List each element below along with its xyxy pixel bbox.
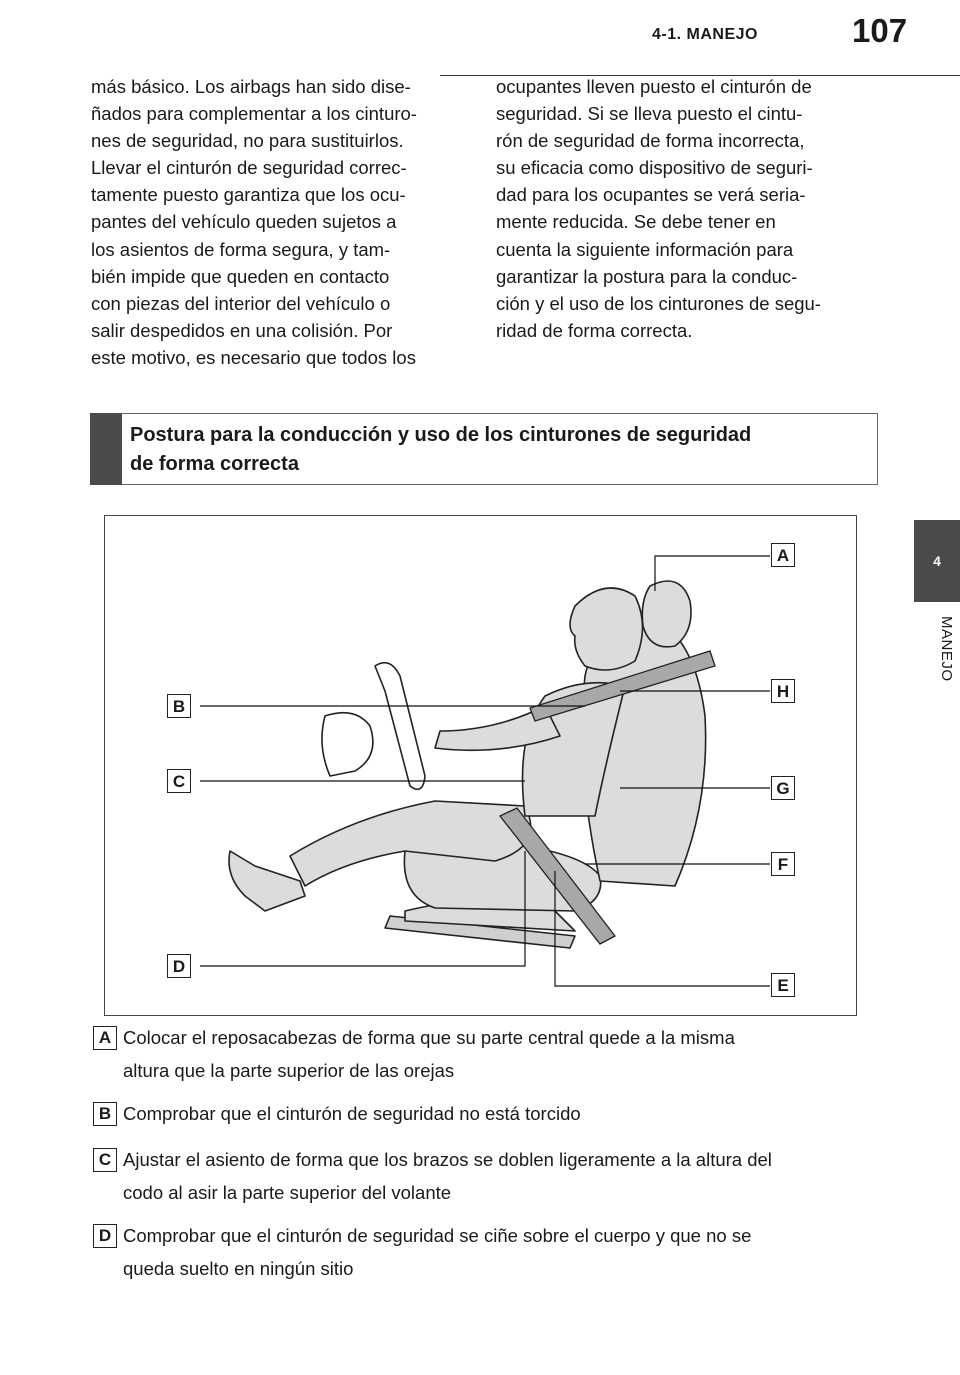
- callout-e: E: [771, 973, 795, 997]
- callout-a: A: [771, 543, 795, 567]
- list-line: Comprobar que el cinturón de seguridad se ciñe sobre el cuerpo y que no se: [123, 1225, 752, 1246]
- body-line: los asientos de forma segura, y tam-: [91, 238, 391, 260]
- list-line: queda suelto en ningún sitio: [123, 1258, 354, 1279]
- body-line: cuenta la siguiente información para: [496, 238, 794, 260]
- callout-g: G: [771, 776, 795, 800]
- steering-wheel: [375, 663, 425, 790]
- body-line: bién impide que queden en contacto: [91, 265, 390, 287]
- body-line: seguridad. Si se lleva puesto el cintu-: [496, 103, 803, 125]
- section-heading-bar: [90, 413, 122, 485]
- list-letter: A: [93, 1026, 117, 1050]
- head: [570, 588, 643, 670]
- body-line: ñados para complementar a los cinturo-: [91, 103, 417, 125]
- chapter-tab: 4: [914, 520, 960, 602]
- callout-b: B: [167, 694, 191, 718]
- body-left-column: [91, 73, 486, 371]
- body-line: dad para los ocupantes se verá seria-: [496, 184, 806, 206]
- list-letter: D: [93, 1224, 117, 1248]
- callout-h: H: [771, 679, 795, 703]
- section-label: 4-1. MANEJO: [652, 26, 758, 43]
- list-item: [93, 1222, 883, 1288]
- list-letter: C: [93, 1148, 117, 1172]
- list-text: [123, 1021, 863, 1087]
- list-item: [93, 1146, 883, 1212]
- list-line: Colocar el reposacabezas de forma que su parte central quede a la misma: [123, 1027, 735, 1048]
- body-line: su eficacia como dispositivo de seguri-: [496, 157, 813, 179]
- body-line: mente reducida. Se debe tener en: [496, 211, 776, 233]
- driving-posture-figure: [104, 515, 857, 1016]
- section-title-line: Postura para la conducción y uso de los cinturones de seguridad: [130, 424, 752, 446]
- driver-illustration: [105, 516, 856, 1015]
- list-line: Comprobar que el cinturón de seguridad no está torcido: [123, 1103, 581, 1124]
- list-text: [123, 1143, 863, 1209]
- body-line: con piezas del interior del vehículo o: [91, 292, 391, 314]
- body-line: salir despedidos en una colisión. Por: [91, 319, 393, 341]
- headrest: [642, 581, 691, 647]
- list-text: [123, 1097, 863, 1130]
- body-line: este motivo, es necesario que todos los: [91, 346, 416, 368]
- body-line: tamente puesto garantiza que los ocu-: [91, 184, 406, 206]
- list-line: altura que la parte superior de las orejas: [123, 1060, 455, 1081]
- callout-d: D: [167, 954, 191, 978]
- list-text: [123, 1219, 863, 1285]
- dashboard: [322, 713, 373, 776]
- body-line: ridad de forma correcta.: [496, 319, 693, 341]
- callout-f: F: [771, 852, 795, 876]
- body-line: nes de seguridad, no para sustituirlos.: [91, 130, 404, 152]
- page-number: 107: [852, 12, 908, 49]
- body-line: más básico. Los airbags han sido dise-: [91, 76, 411, 97]
- section-title-line: de forma correcta: [130, 453, 299, 475]
- callout-c: C: [167, 769, 191, 793]
- body-line: ción y el uso de los cinturones de segu-: [496, 292, 821, 314]
- chapter-label: MANEJO: [938, 616, 955, 682]
- body-line: rón de seguridad de forma incorrecta,: [496, 130, 805, 152]
- body-line: pantes del vehículo queden sujetos a: [91, 211, 397, 233]
- list-item: [93, 1024, 883, 1090]
- list-item: [93, 1100, 883, 1133]
- section-title: [130, 421, 870, 479]
- list-letter: B: [93, 1102, 117, 1126]
- body-line: garantizar la postura para la conduc-: [496, 265, 798, 287]
- body-line: ocupantes lleven puesto el cinturón de: [496, 76, 812, 97]
- list-line: codo al asir la parte superior del volante: [123, 1182, 452, 1203]
- body-right-column: [496, 73, 891, 344]
- body-line: Llevar el cinturón de seguridad correc-: [91, 157, 407, 179]
- list-line: Ajustar el asiento de forma que los brazos se doblen ligeramente a la altura del: [123, 1149, 772, 1170]
